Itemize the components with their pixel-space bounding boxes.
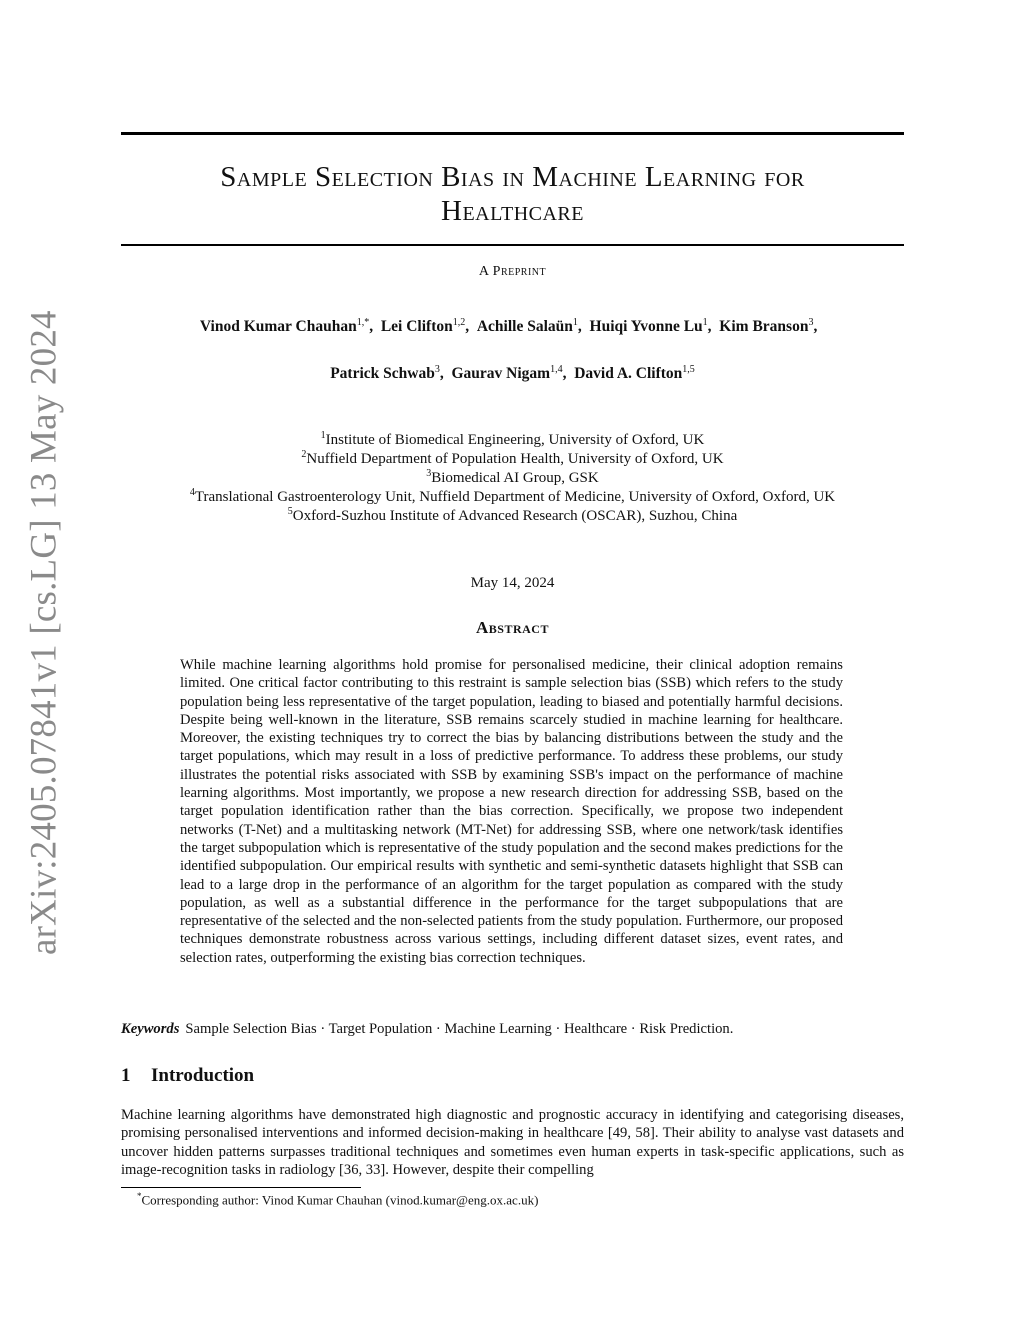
abstract-text: While machine learning algorithms hold promise for personalised medicine, their clinical adoption remains limited. One critical factor contributing to this restraint is sample selection bias (SSB) which refers to the study population being less representative of the target population, leading to biased and potentially harmful decisions. Despite being well-known in the literature, SSB remains scarcely studied in machine learning for healthcare. Moreover, the existing techniques try to correct the bias by balancing distributions between the study and the target populations, which may result in a loss of predictive performance. To address these problems, our study illustrates the potential risks associated with SSB by examining SSB's impact on the performance of machine learning algorithms. Most importantly, we propose a new research direction for addressing SSB, based on the target population identification rather than the bias correction. Specifically, we propose two independent networks (T-Net) and a multitasking network (MT-Net) for addressing SSB, where one network/task identifies the target subpopulation which is representative of the study population and the second makes predictions for the identified subpopulation. Our empirical results with synthetic and semi-synthetic datasets highlight that SSB can lead to a large drop in the performance of an algorithm for the target population as compared with the study population, as well as a substantial difference in the performance for the target subpopulations that are representative of the selected and the non-selected patients from the study population. Furthermore, our proposed techniques demonstrate robustness across various settings, including different dataset sizes, event rates, and selection rates, outperforming the existing bias correction techniques. [180, 657, 843, 966]
author-affiliation-mark: 1,4 [550, 363, 563, 375]
affiliations [121, 431, 904, 526]
author [574, 365, 695, 382]
title-line-2: Healthcare [441, 195, 584, 227]
author-separator: , [707, 318, 720, 335]
section-heading [121, 1065, 254, 1087]
author-separator: , [562, 365, 575, 382]
affiliation-line [121, 469, 904, 488]
author-separator: , [465, 318, 477, 335]
footnote [137, 1191, 538, 1208]
section-number: 1 [121, 1065, 131, 1086]
abstract-heading: Abstract [476, 618, 549, 637]
author [719, 318, 813, 335]
affiliation-number: 5 [287, 506, 293, 517]
author-separator: , [439, 365, 452, 382]
affiliation-number: 1 [320, 430, 326, 441]
paper-title [121, 160, 904, 228]
footnote-text: Corresponding author: Vinod Kumar Chauhan (vinod.kumar@eng.ox.ac.uk) [141, 1192, 539, 1208]
keywords [121, 1021, 904, 1038]
affiliation-line [121, 431, 904, 450]
author [590, 318, 708, 335]
title-bottom-rule [121, 244, 904, 246]
author-affiliation-mark: 3 [808, 316, 814, 328]
author-name: Gaurav Nigam [451, 365, 551, 382]
affiliation-text: Biomedical AI Group, GSK [431, 470, 599, 486]
arxiv-watermark: arXiv:2405.07841v1 [cs.LG] 13 May 2024 [23, 310, 65, 955]
author-separator: , [369, 318, 381, 335]
author-name: Kim Branson [719, 318, 809, 335]
author-name: Achille Salaün [476, 318, 573, 335]
author-separator: , [577, 318, 590, 335]
author [381, 318, 465, 335]
keywords-text: Sample Selection Bias · Target Population · Machine Learning · Healthcare · Risk Prediction. [185, 1021, 734, 1037]
affiliation-line [121, 507, 904, 526]
author-affiliation-mark: 1 [572, 316, 578, 328]
keywords-label: Keywords [121, 1021, 180, 1037]
affiliation-text: Translational Gastroenterology Unit, Nuffield Department of Medicine, University of Oxford, Oxford, UK [194, 489, 836, 505]
title-line-1: Sample Selection Bias in Machine Learning for [220, 161, 805, 193]
author-name: Vinod Kumar Chauhan [199, 318, 357, 335]
affiliation-text: Nuffield Department of Population Health, University of Oxford, UK [306, 451, 724, 467]
author-separator: , [813, 318, 826, 335]
author-affiliation-mark: 3 [434, 363, 440, 375]
affiliation-text: Institute of Biomedical Engineering, University of Oxford, UK [325, 432, 705, 448]
footnote-rule [121, 1187, 361, 1188]
author-affiliation-mark: 1,* [356, 316, 370, 328]
title-top-rule [121, 132, 904, 135]
author [477, 318, 578, 335]
affiliation-line [121, 450, 904, 469]
author-name: David A. Clifton [574, 365, 683, 382]
section-title: Introduction [151, 1065, 255, 1086]
author [330, 365, 440, 382]
author [200, 318, 369, 335]
intro-paragraph: Machine learning algorithms have demonstrated high diagnostic and prognostic accuracy in identifying and categorising diseases, promising personalised interventions and informed decision-making in healthcare [49, 58]. Their ability to analyse vast datasets and uncover hidden patterns surpasses traditional techniques and sometimes even human experts in task-specific applications, such as image-recognition tasks in radiology [36, 33]. However, despite their compelling [121, 1107, 904, 1178]
author-affiliation-mark: 1,5 [682, 363, 695, 375]
author-name: Patrick Schwab [330, 365, 435, 382]
author-affiliation-mark: 1,2 [452, 316, 466, 328]
author-name: Huiqi Yvonne Lu [589, 318, 703, 335]
affiliation-number: 2 [301, 449, 307, 460]
affiliation-text: Oxford-Suzhou Institute of Advanced Research (OSCAR), Suzhou, China [292, 508, 738, 524]
preprint-label: A Preprint [478, 264, 547, 279]
author-name: Lei Clifton [380, 318, 453, 335]
date: May 14, 2024 [470, 575, 555, 591]
footnote-mark: * [137, 1191, 142, 1201]
author-affiliation-mark: 1 [702, 316, 708, 328]
affiliation-line [121, 488, 904, 507]
affiliation-number: 3 [426, 468, 432, 479]
author [451, 365, 562, 382]
authors-row-1 [121, 318, 904, 336]
authors-row-2 [121, 365, 904, 383]
affiliation-number: 4 [189, 487, 195, 498]
